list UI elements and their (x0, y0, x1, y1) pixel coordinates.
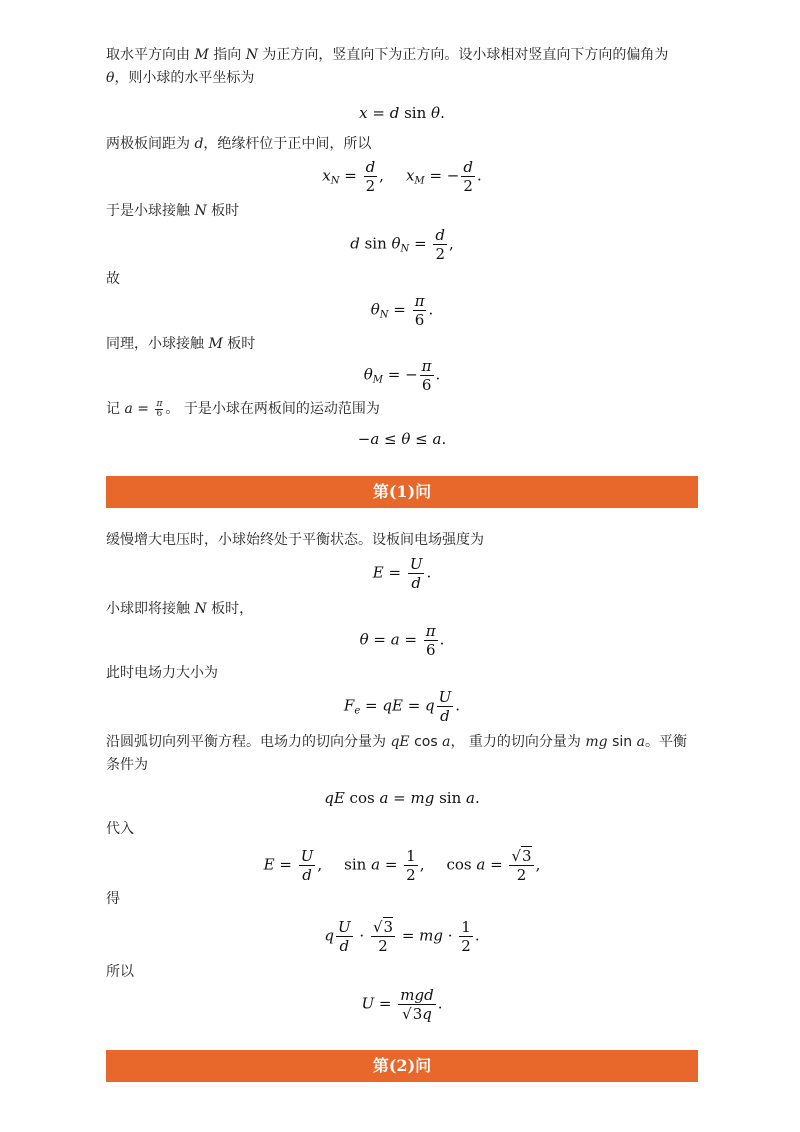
equation-field-strength: E = $\frac{U}{d}$ . (372, 555, 432, 592)
paragraph-slow-voltage: 缓慢增大电压时，小球始终处于平衡状态。设板间电场强度为 (106, 532, 484, 548)
paragraph-touch-n: 于是小球接触 N 板时 (106, 203, 240, 219)
paragraph-touch-m: 同理，小球接触 M 板时 (106, 336, 256, 352)
paragraph-tangent-balance: 沿圆弧切向列平衡方程。电场力的切向分量为 qE cos a， 重力的切向分量为 mg sin a。平衡条件为 (106, 734, 687, 773)
paragraph-therefore: 故 (106, 271, 120, 287)
equation-plate-positions: $x_N$ = $\frac{d}{2}$ , $x_M$ = − $\frac{d}{2}$ . (322, 158, 482, 195)
paragraph-coordinate-setup: 取水平方向由 M 指向 N 为正方向，竖直向下为正方向。设小球相对竖直向下方向的偏角为 θ，则小球的水平坐标为 (106, 47, 669, 86)
paragraph-plate-distance: 两极板间距为 d，绝缘杆位于正中间，所以 (106, 136, 372, 152)
equation-balance: qE cos a = mg sin a. (324, 789, 480, 807)
section-banner-part-2: 第(2)问 (106, 1050, 698, 1082)
equation-substituted-balance: q $\frac{U}{d}$ · $\frac{√3}{2}$ = mg · $\frac{1}{2}$ . (324, 918, 480, 955)
equation-x-coordinate: x = d sin θ. (359, 104, 445, 122)
equation-electric-force: $F_e$ = qE = q $\frac{U}{d}$ . (343, 688, 461, 725)
equation-touch-n: d $\sin \theta_N$ = $\frac{d}{2}$ , (350, 226, 454, 263)
equation-theta-m: $\theta_M$ = − $\frac{\pi}{6}$ . (363, 357, 441, 394)
paragraph-define-a: 记 a = $\frac{\pi}{6}$ 。 于是小球在两板间的运动范围为 (106, 398, 380, 419)
equation-theta-equals-a: θ = a = $\frac{\pi}{6}$ . (359, 622, 445, 659)
paragraph-substitute: 代入 (106, 821, 134, 837)
equation-theta-n: $\theta_N$ = $\frac{\pi}{6}$ . (370, 292, 434, 329)
equation-substitution-values: E = $\frac{U}{d}$ , sin a = $\frac{1}{2}$ , cos a = $\frac{√3}{2}$ , (263, 847, 541, 884)
equation-voltage-result: U = $\frac{\text{mgd}}{√3q}$ . (361, 986, 443, 1023)
paragraph-about-touch-n: 小球即将接触 N 板时， (106, 601, 254, 617)
paragraph-so: 所以 (106, 964, 134, 980)
paragraph-get: 得 (106, 891, 120, 907)
paragraph-electric-force: 此时电场力大小为 (106, 665, 218, 681)
equation-range: −a ≤ θ ≤ a. (357, 430, 447, 448)
section-banner-part-1: 第(1)问 (106, 476, 698, 508)
